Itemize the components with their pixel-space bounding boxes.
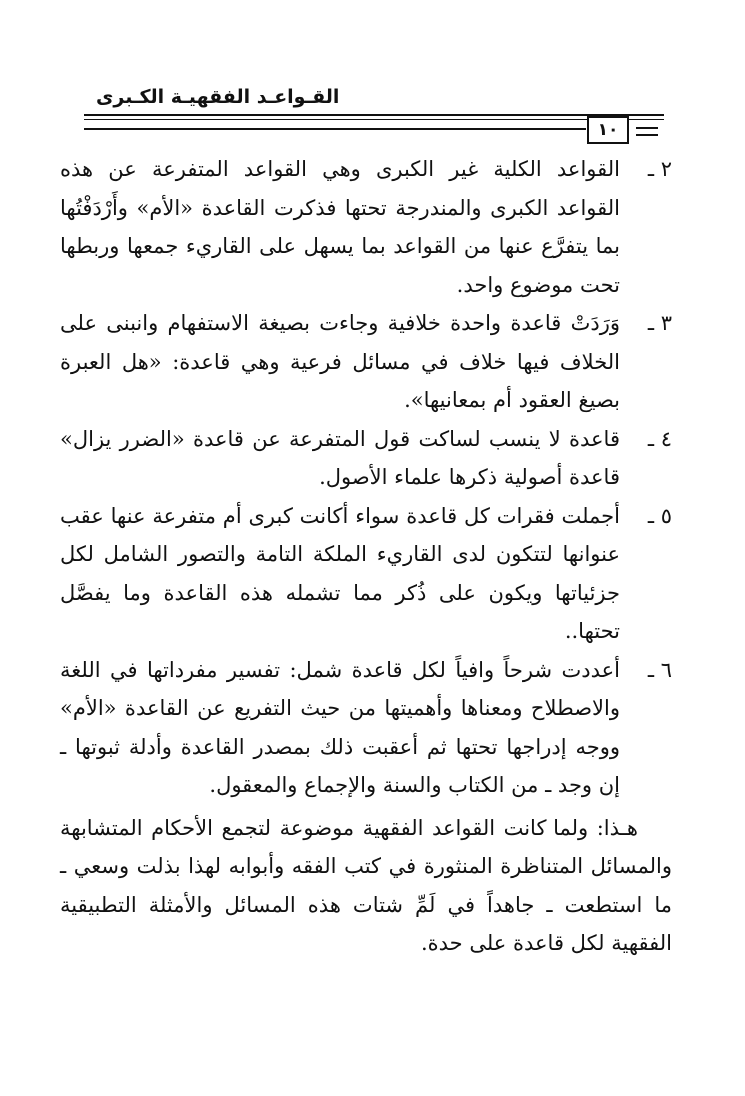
item-number: ٣ ـ	[647, 311, 672, 335]
item-text: وَرَدَتْ قاعدة واحدة خلافية وجاءت بصيغة الاستفهام وانبنى على الخلاف فيها خلاف في مسائل فرعية وهي قاعدة: «هل العبرة بصيغ العقود أم بمعانيها».	[60, 311, 620, 412]
list-item	[60, 150, 672, 304]
item-number: ٦ ـ	[647, 657, 672, 682]
item-text: أجملت فقرات كل قاعدة سواء أكانت كبرى أم متفرعة عنها عقب عنوانها لتتكون لدى القاريء الملكة التامة والتصور الشامل لكل جزئياتها ويكون على ذُكر مما تشمله هذه القاعدة وما يفصَّل تحتها..	[60, 503, 620, 643]
header-rule	[84, 114, 664, 120]
rule-line-left	[84, 128, 586, 130]
list-item	[60, 304, 672, 420]
page-number: ١٠	[587, 116, 629, 144]
list-item	[60, 651, 672, 805]
page-body	[60, 150, 672, 963]
item-number: ٥ ـ	[647, 503, 672, 528]
item-text: أعددت شرحاً وافياً لكل قاعدة شمل: تفسير مفرداتها في اللغة والاصطلاح ومعناها وأهميتها من حيث التفريع عن القاعدة «الأم» ووجه إدراجها تحتها ثم أعقبت ذلك بمصدر القاعدة وأدلة ثبوتها ـ إن وجد ـ من الكتاب والسنة والإجماع والمعقول.	[60, 657, 620, 797]
closing-lead: هـذا:	[596, 815, 638, 840]
item-number: ٤ ـ	[647, 426, 672, 451]
closing-paragraph	[60, 809, 672, 963]
list-item	[60, 497, 672, 651]
rule-line-right-upper	[636, 127, 658, 129]
item-number: ٢ ـ	[647, 157, 672, 181]
item-text: قاعدة لا ينسب لساكت قول المتفرعة عن قاعدة «الضرر يزال» قاعدة أصولية ذكرها علماء الأصول.	[60, 426, 620, 489]
item-text: القواعد الكلية غير الكبرى وهي القواعد المتفرعة عن هذه القواعد الكبرى والمندرجة تحتها فذكرت القاعدة «الأم» وأَرْدَفْتُها بما يتفرَّع عنها من القواعد بما يسهل على القاريء جمعها وربطها تحت موضوع واحد.	[60, 157, 620, 297]
list-item	[60, 420, 672, 497]
rule-line-right-lower	[636, 134, 658, 136]
closing-text: ولما كانت القواعد الفقهية موضوعة لتجمع الأحكام المتشابهة والمسائل المتناظرة المنثورة في كتب الفقه وأبوابه لهذا بذلت وسعي ـ ما استطعت ـ جاهداً في لَمِّ شتات هذه المسائل والأمثلة التطبيقية الفقهية لكل قاعدة على حدة.	[60, 815, 672, 955]
running-title: القـواعـد الفقهيـة الكـبرى	[96, 86, 340, 108]
